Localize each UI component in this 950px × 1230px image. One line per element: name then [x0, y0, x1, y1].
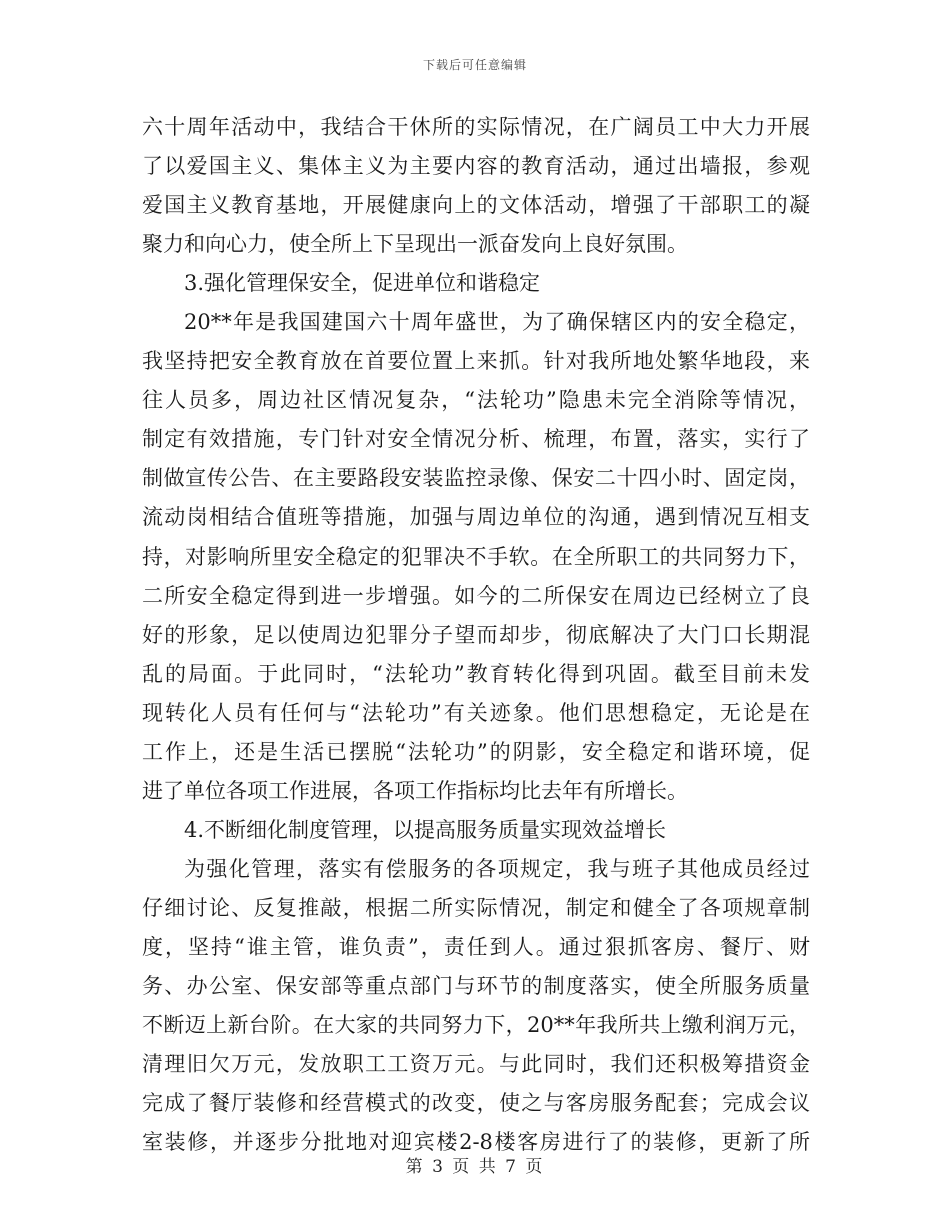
paragraph-line: 务、办公室、保安部等重点部门与环节的制度落实，使全所服务质量 [142, 974, 810, 999]
paragraph-line: 我坚持把安全教育放在首要位置上来抓。针对我所地处繁华地段，来 [142, 349, 810, 374]
paragraph-line: 现转化人员有任何与“法轮功”有关迹象。他们思想稳定，无论是在 [142, 700, 810, 725]
paragraph-line: 度，坚持“谁主管，谁负责”，责任到人。通过狠抓客房、餐厅、财 [142, 934, 810, 959]
paragraph-line: 20**年是我国建国六十周年盛世，为了确保辖区内的安全稳定， [184, 310, 810, 335]
page-header: 下载后可任意编辑 [422, 58, 527, 72]
paragraph-line: 持，对影响所里安全稳定的犯罪决不手软。在全所职工的共同努力下， [142, 544, 810, 569]
paragraph-line: 不断迈上新台阶。在大家的共同努力下，20**年我所共上缴利润万元， [142, 1013, 810, 1038]
paragraph-line: 好的形象，足以使周边犯罪分子望而却步，彻底解决了大门口长期混 [142, 622, 810, 647]
paragraph-line: 爱国主义教育基地，开展健康向上的文体活动，增强了干部职工的凝 [142, 193, 810, 218]
paragraph-line: 工作上，还是生活已摆脱“法轮功”的阴影，安全稳定和谐环境，促 [142, 739, 810, 764]
paragraph-line: 往人员多，周边社区情况复杂，“法轮功”隐患未完全消除等情况， [142, 388, 810, 413]
paragraph-line: 制定有效措施，专门针对安全情况分析、梳理，布置，落实，实行了 [142, 427, 810, 452]
section-heading: 3.强化管理保安全，促进单位和谐稳定 [184, 271, 541, 296]
paragraph-line: 仔细讨论、反复推敲，根据二所实际情况，制定和健全了各项规章制 [142, 895, 810, 920]
paragraph-line: 二所安全稳定得到进一步增强。如今的二所保安在周边已经树立了良 [142, 583, 810, 608]
paragraph-line: 六十周年活动中，我结合干休所的实际情况，在广阔员工中大力开展 [142, 115, 810, 139]
page-number: 第 3 页 共 7 页 [405, 1157, 545, 1177]
paragraph-line: 进了单位各项工作进展，各项工作指标均比去年有所增长。 [142, 778, 688, 803]
document-body [142, 108, 810, 1162]
section-heading: 4.不断细化制度管理，以提高服务质量实现效益增长 [184, 817, 667, 842]
paragraph-line: 聚力和向心力，使全所上下呈现出一派奋发向上良好氛围。 [142, 232, 688, 257]
paragraph-line: 了以爱国主义、集体主义为主要内容的教育活动，通过出墙报，参观 [142, 154, 810, 179]
paragraph-line: 清理旧欠万元，发放职工工资万元。与此同时，我们还积极筹措资金 [142, 1052, 810, 1077]
paragraph-line: 制做宣传公告、在主要路段安装监控录像、保安二十四小时、固定岗， [142, 466, 810, 491]
paragraph-line: 乱的局面。于此同时，“法轮功”教育转化得到巩固。截至目前未发 [142, 661, 810, 686]
paragraph-line: 完成了餐厅装修和经营模式的改变，使之与客房服务配套；完成会议 [142, 1091, 810, 1116]
paragraph-line: 室装修，并逐步分批地对迎宾楼2-8楼客房进行了的装修，更新了所 [142, 1130, 810, 1155]
paragraph-line: 流动岗相结合值班等措施，加强与周边单位的沟通，遇到情况互相支 [142, 505, 810, 530]
paragraph-line: 为强化管理，落实有偿服务的各项规定，我与班子其他成员经过 [184, 856, 810, 881]
